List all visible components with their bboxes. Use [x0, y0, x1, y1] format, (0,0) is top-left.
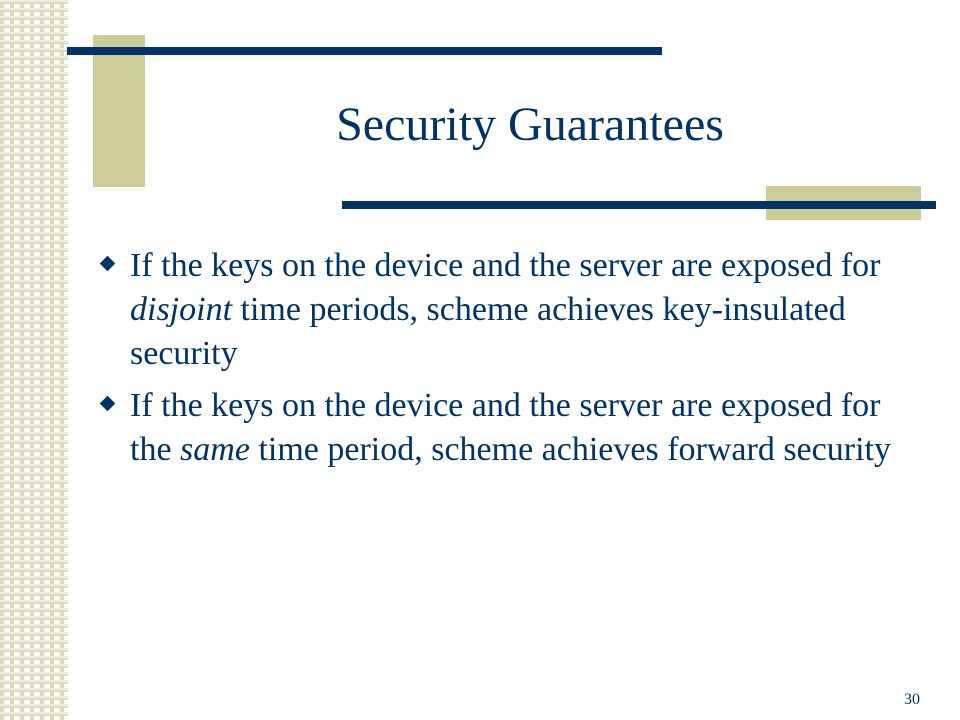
bullet-text-before: If the keys on the device and the server are exposed for the: [130, 387, 881, 468]
bullet-text-after: time period, scheme achieves forward security: [249, 431, 891, 468]
bullet-text-after: time periods, scheme achieves key-insulated security: [130, 291, 846, 372]
bullet-item: [102, 384, 902, 472]
diamond-bullet-icon: [100, 256, 116, 272]
bullet-item: [102, 244, 902, 376]
decorative-olive-block-top: [93, 35, 145, 187]
bullet-emphasis: same: [180, 431, 250, 468]
left-stripe-pattern: [0, 0, 68, 720]
decorative-navy-bar-right: [342, 201, 936, 209]
bullet-list: [102, 244, 902, 480]
diamond-bullet-icon: [100, 396, 116, 412]
bullet-emphasis: disjoint: [130, 291, 233, 328]
slide-title: Security Guarantees: [336, 98, 724, 151]
page-number: 30: [904, 691, 920, 708]
decorative-navy-bar-top: [67, 47, 662, 55]
bullet-text-before: If the keys on the device and the server are exposed for: [130, 247, 881, 284]
